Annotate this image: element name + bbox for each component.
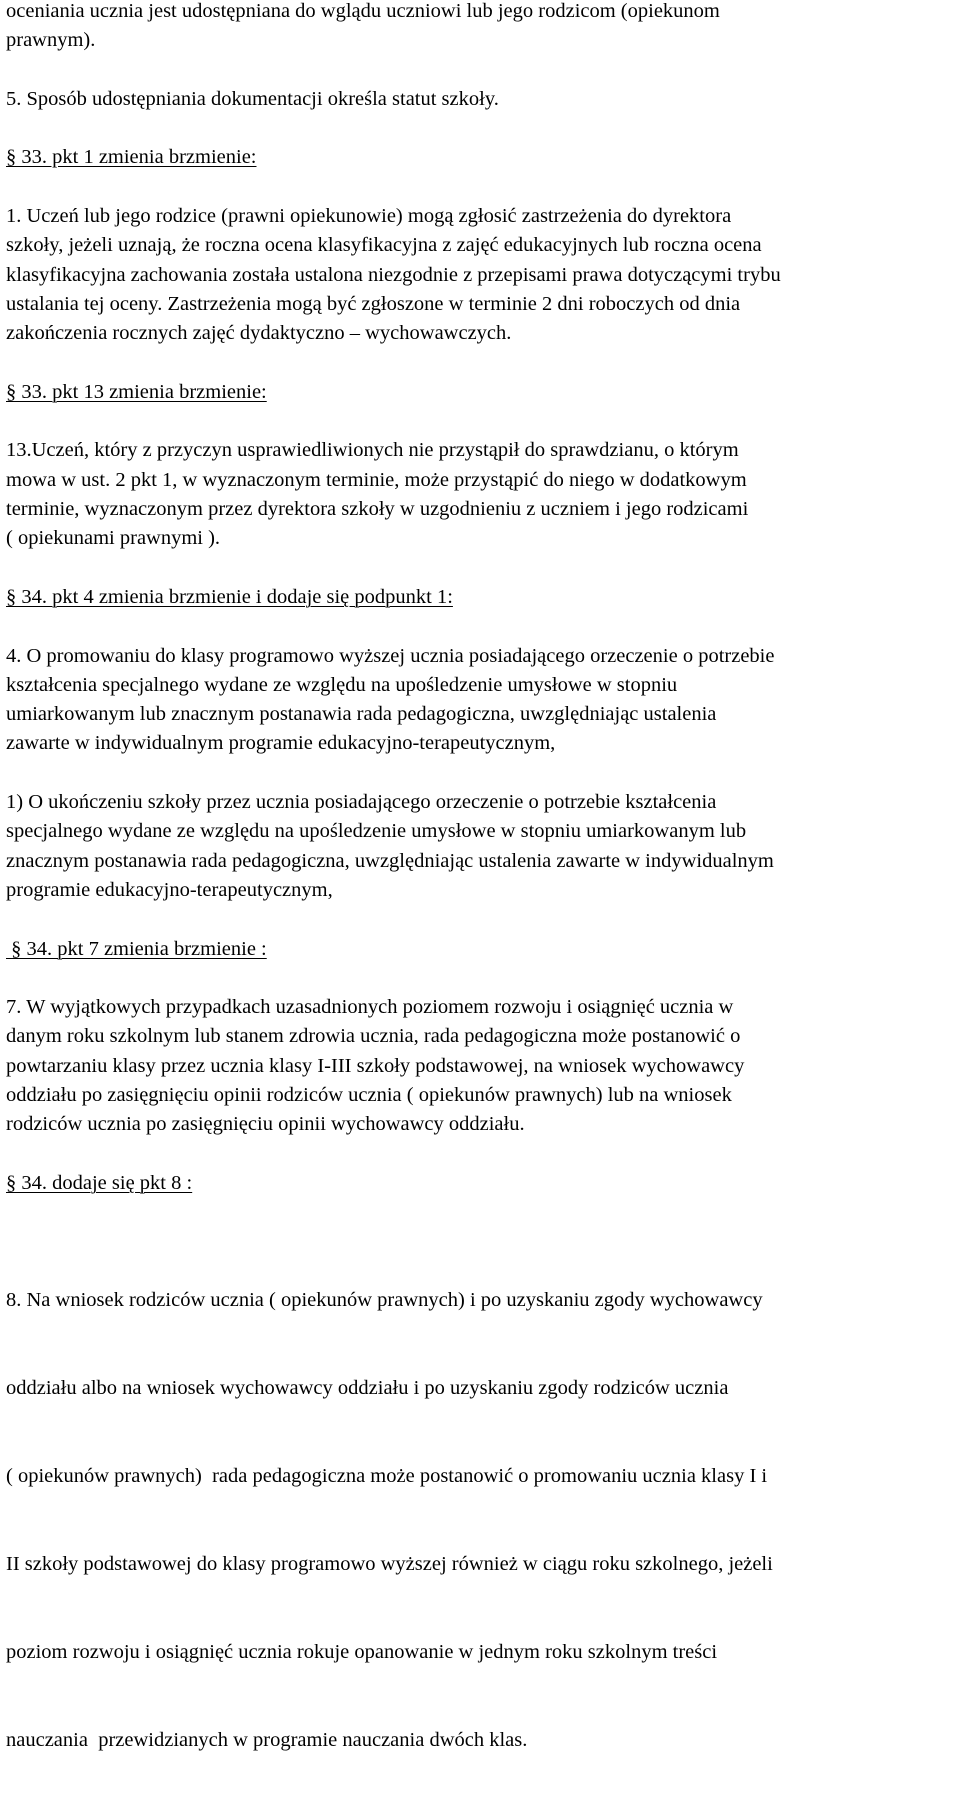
text-line: 1. Uczeń lub jego rodzice (prawni opiekunowie) mogą zgłosić zastrzeżenia do dyrektora bbox=[6, 205, 732, 228]
paragraph-33-13 bbox=[6, 436, 954, 553]
text-line: ( opiekunami prawnymi ). bbox=[6, 527, 221, 550]
text-line: danym roku szkolnym lub stanem zdrowia ucznia, rada pedagogiczna może postanowić o bbox=[6, 1025, 741, 1048]
item-5: 5. Sposób udostępniania dokumentacji określa statut szkoły. bbox=[6, 87, 499, 110]
paragraph-33-1 bbox=[6, 202, 954, 348]
text-line: klasyfikacyjna zachowania została ustalona niezgodnie z przepisami prawa dotyczącymi trybu bbox=[6, 263, 781, 286]
text-line: rodziców ucznia po zasięgnięciu opinii wychowawcy oddziału. bbox=[6, 1113, 525, 1136]
intro-paragraph bbox=[6, 0, 954, 56]
document-page bbox=[6, 0, 954, 1813]
text-line: II szkoły podstawowej do klasy programowo wyższej również w ciągu roku szkolnego, jeżeli bbox=[6, 1552, 773, 1575]
text-line: oddziału albo na wniosek wychowawcy oddziału i po uzyskaniu zgody rodziców ucznia bbox=[6, 1376, 729, 1399]
paragraph-34-4-1 bbox=[6, 788, 954, 905]
text-line: prawnym). bbox=[6, 29, 96, 52]
text-line: zakończenia rocznych zajęć dydaktyczno – wychowawczych. bbox=[6, 322, 512, 345]
text-line: znacznym postanawia rada pedagogiczna, uwzględniając ustalenia zawarte w indywidualnym bbox=[6, 849, 774, 872]
section-heading-34-8: § 34. dodaje się pkt 8 : bbox=[6, 1171, 193, 1194]
text-line: poziom rozwoju i osiągnięć ucznia rokuje opanowanie w jednym roku szkolnym treści bbox=[6, 1640, 718, 1663]
text-line: mowa w ust. 2 pkt 1, w wyznaczonym terminie, może przystąpić do niego w dodatkowym bbox=[6, 468, 747, 491]
text-line: kształcenia specjalnego wydane ze względu na upośledzenie umysłowe w stopniu bbox=[6, 673, 678, 696]
text-line: oddziału po zasięgnięciu opinii rodziców ucznia ( opiekunów prawnych) lub na wniosek bbox=[6, 1083, 732, 1106]
text-line: programie edukacyjno-terapeutycznym, bbox=[6, 878, 333, 901]
text-line: 1) O ukończeniu szkoły przez ucznia posiadającego orzeczenie o potrzebie kształcenia bbox=[6, 791, 717, 814]
text-line: oceniania ucznia jest udostępniana do wglądu uczniowi lub jego rodzicom (opiekunom bbox=[6, 0, 720, 22]
text-line: specjalnego wydane ze względu na upośledzenie umysłowe w stopniu umiarkowanym lub bbox=[6, 820, 747, 843]
paragraph-34-7 bbox=[6, 993, 954, 1139]
paragraph-34-4 bbox=[6, 642, 954, 759]
text-line: ustalania tej oceny. Zastrzeżenia mogą być zgłoszone w terminie 2 dni roboczych od dnia bbox=[6, 292, 741, 315]
section-heading-34-4: § 34. pkt 4 zmienia brzmienie i dodaje się podpunkt 1: bbox=[6, 585, 453, 608]
section-heading-33-1: § 33. pkt 1 zmienia brzmienie: bbox=[6, 146, 257, 169]
text-line: nauczania przewidzianych w programie nauczania dwóch klas. bbox=[6, 1728, 528, 1751]
text-line: ( opiekunów prawnych) rada pedagogiczna może postanowić o promowaniu ucznia klasy I i bbox=[6, 1464, 768, 1487]
text-line: 13.Uczeń, który z przyczyn usprawiedliwionych nie przystąpił do sprawdzianu, o którym bbox=[6, 439, 739, 462]
text-line: umiarkowanym lub znacznym postanawia rada pedagogiczna, uwzględniając ustalenia bbox=[6, 703, 717, 726]
text-line: zawarte w indywidualnym programie edukacyjno-terapeutycznym, bbox=[6, 732, 556, 755]
text-line: 8. Na wniosek rodziców ucznia ( opiekunów prawnych) i po uzyskaniu zgody wychowawcy bbox=[6, 1289, 763, 1312]
text-line: 4. O promowaniu do klasy programowo wyższej ucznia posiadającego orzeczenie o potrzebie bbox=[6, 644, 775, 667]
section-heading-33-13: § 33. pkt 13 zmienia brzmienie: bbox=[6, 380, 267, 403]
text-line: 7. W wyjątkowych przypadkach uzasadnionych poziomem rozwoju i osiągnięć ucznia w bbox=[6, 996, 734, 1019]
text-line: szkoły, jeżeli uznają, że roczna ocena klasyfikacyjna z zajęć edukacyjnych lub roczna ocena bbox=[6, 234, 762, 257]
paragraph-34-8 bbox=[6, 1227, 954, 1813]
section-heading-34-7: § 34. pkt 7 zmienia brzmienie : bbox=[6, 937, 267, 960]
text-line: terminie, wyznaczonym przez dyrektora szkoły w uzgodnieniu z uczniem i jego rodzicami bbox=[6, 498, 749, 521]
text-line: powtarzaniu klasy przez ucznia klasy I-III szkoły podstawowej, na wniosek wychowawcy bbox=[6, 1054, 745, 1077]
